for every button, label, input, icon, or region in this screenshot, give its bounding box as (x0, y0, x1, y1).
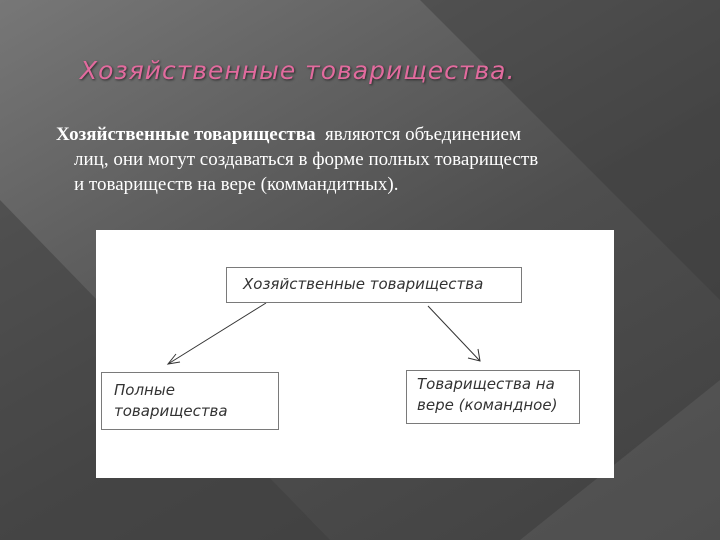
paragraph-line-1 (56, 122, 696, 147)
paragraph-line-3: и товариществ на вере (коммандитных). (74, 174, 399, 195)
left-box-line-2: товарищества (114, 402, 228, 420)
paragraph-line-2: лиц, они могут создаваться в форме полных товариществ (74, 149, 539, 170)
arrow-to-right-box (428, 306, 480, 361)
body-paragraph (56, 122, 696, 197)
paragraph-bold-lead: Хозяйственные товарищества (56, 124, 316, 145)
slide-title: Хозяйственные товарищества. (80, 56, 516, 85)
left-box-line-1: Полные (114, 381, 175, 399)
diagram-right-box (406, 370, 580, 424)
diagram-panel (96, 230, 614, 478)
right-box-line-1: Товарищества на (417, 375, 555, 393)
diagram-left-box (101, 372, 279, 430)
paragraph-line-1-rest: являются объединением (315, 124, 522, 145)
arrow-to-left-box (168, 303, 266, 364)
right-box-line-2: вере (командное) (417, 396, 558, 414)
diagram-root-box: Хозяйственные товарищества (226, 267, 522, 303)
